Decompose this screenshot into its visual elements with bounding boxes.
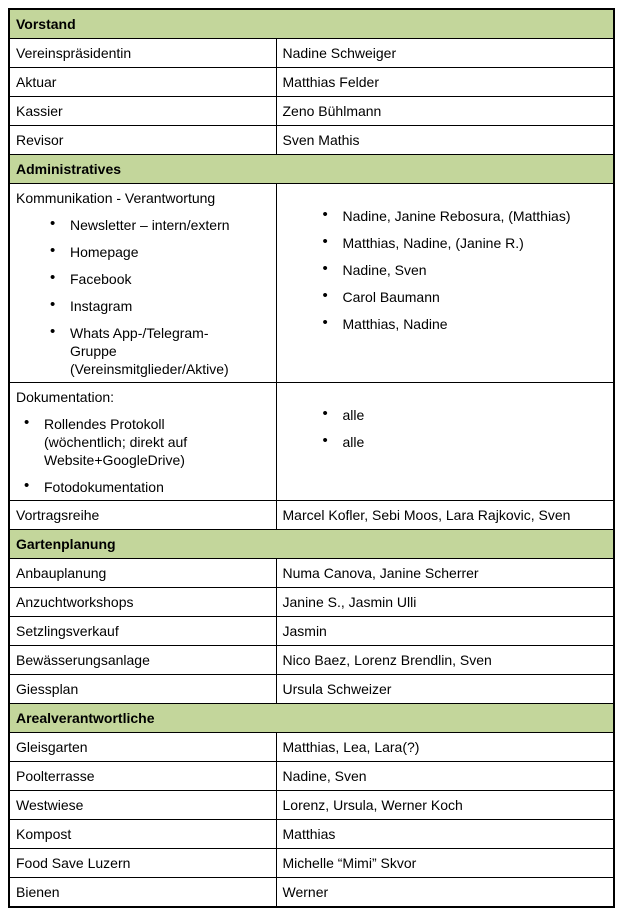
- kommunikation-responsible-cell: [276, 184, 614, 383]
- bullet-item: • Carol Baumann: [317, 288, 608, 306]
- bullet-item: • Matthias, Nadine: [317, 315, 608, 333]
- names-cell: Ursula Schweizer: [276, 675, 614, 704]
- table-row: [9, 733, 614, 762]
- names-cell: Numa Canova, Janine Scherrer: [276, 559, 614, 588]
- names-cell: Marcel Kofler, Sebi Moos, Lara Rajkovic, Sven: [276, 501, 614, 530]
- names-cell: Matthias: [276, 820, 614, 849]
- role-cell: Anzuchtworkshops: [9, 588, 276, 617]
- role-cell: Anbauplanung: [9, 559, 276, 588]
- bullet-item: • Facebook: [44, 270, 270, 288]
- section-header-administratives: Administratives: [9, 155, 614, 184]
- table-row: [9, 383, 614, 501]
- table-row: [9, 849, 614, 878]
- table-row: [9, 704, 614, 733]
- names-cell: Sven Mathis: [276, 126, 614, 155]
- names-cell: Zeno Bühlmann: [276, 97, 614, 126]
- role-cell: Westwiese: [9, 791, 276, 820]
- table-row: [9, 791, 614, 820]
- names-cell: Nico Baez, Lorenz Brendlin, Sven: [276, 646, 614, 675]
- role-cell: Kompost: [9, 820, 276, 849]
- names-cell: Nadine, Sven: [276, 762, 614, 791]
- table-row: [9, 530, 614, 559]
- table-row: [9, 39, 614, 68]
- dokumentation-responsible-cell: [276, 383, 614, 501]
- role-cell: Aktuar: [9, 68, 276, 97]
- role-cell: Bienen: [9, 878, 276, 908]
- table-row: [9, 878, 614, 908]
- table-row: [9, 617, 614, 646]
- table-row: [9, 97, 614, 126]
- dokumentation-responsible-list: [317, 406, 608, 451]
- table-row: [9, 9, 614, 39]
- dokumentation-items-list: [18, 415, 270, 496]
- table-row: [9, 820, 614, 849]
- kommunikation-cell: [9, 184, 276, 383]
- table-row: [9, 646, 614, 675]
- kommunikation-responsible-list: [317, 207, 608, 333]
- bullet-item: • Nadine, Janine Rebosura, (Matthias): [317, 207, 608, 225]
- role-cell: Revisor: [9, 126, 276, 155]
- role-cell: Vortragsreihe: [9, 501, 276, 530]
- names-cell: Lorenz, Ursula, Werner Koch: [276, 791, 614, 820]
- names-cell: Werner: [276, 878, 614, 908]
- role-cell: Kassier: [9, 97, 276, 126]
- section-header-vorstand: Vorstand: [9, 9, 614, 39]
- bullet-item: • Homepage: [44, 243, 270, 261]
- kommunikation-items-list: [44, 216, 270, 378]
- table-row: [9, 155, 614, 184]
- role-cell: Setzlingsverkauf: [9, 617, 276, 646]
- bullet-item: • Whats App-/Telegram-Gruppe (Vereinsmitglieder/Aktive): [44, 324, 255, 378]
- role-cell: Gleisgarten: [9, 733, 276, 762]
- table-row: [9, 68, 614, 97]
- dokumentation-label: Dokumentation:: [16, 389, 115, 405]
- bullet-item: • Instagram: [44, 297, 270, 315]
- role-cell: Poolterrasse: [9, 762, 276, 791]
- table-row: [9, 559, 614, 588]
- bullet-item: • Fotodokumentation: [18, 478, 270, 496]
- role-cell: Vereinspräsidentin: [9, 39, 276, 68]
- bullet-item: • Nadine, Sven: [317, 261, 608, 279]
- names-cell: Janine S., Jasmin Ulli: [276, 588, 614, 617]
- role-cell: Bewässerungsanlage: [9, 646, 276, 675]
- bullet-item: • Newsletter – intern/extern: [44, 216, 270, 234]
- names-cell: Michelle “Mimi” Skvor: [276, 849, 614, 878]
- responsibility-table: [8, 8, 615, 908]
- names-cell: Matthias Felder: [276, 68, 614, 97]
- section-header-gartenplanung: Gartenplanung: [9, 530, 614, 559]
- names-cell: Jasmin: [276, 617, 614, 646]
- dokumentation-cell: [9, 383, 276, 501]
- section-header-arealverantwortliche: Arealverantwortliche: [9, 704, 614, 733]
- table-row: [9, 675, 614, 704]
- table-row: [9, 588, 614, 617]
- table-row: [9, 184, 614, 383]
- bullet-item: • Rollendes Protokoll (wöchentlich; direkt auf Website+GoogleDrive): [18, 415, 229, 469]
- role-cell: Food Save Luzern: [9, 849, 276, 878]
- bullet-item: • alle: [317, 406, 608, 424]
- table-row: [9, 126, 614, 155]
- names-cell: Nadine Schweiger: [276, 39, 614, 68]
- table-row: [9, 762, 614, 791]
- bullet-item: • alle: [317, 433, 608, 451]
- bullet-item: • Matthias, Nadine, (Janine R.): [317, 234, 608, 252]
- names-cell: Matthias, Lea, Lara(?): [276, 733, 614, 762]
- table-row: [9, 501, 614, 530]
- kommunikation-label: Kommunikation - Verantwortung: [16, 190, 216, 206]
- role-cell: Giessplan: [9, 675, 276, 704]
